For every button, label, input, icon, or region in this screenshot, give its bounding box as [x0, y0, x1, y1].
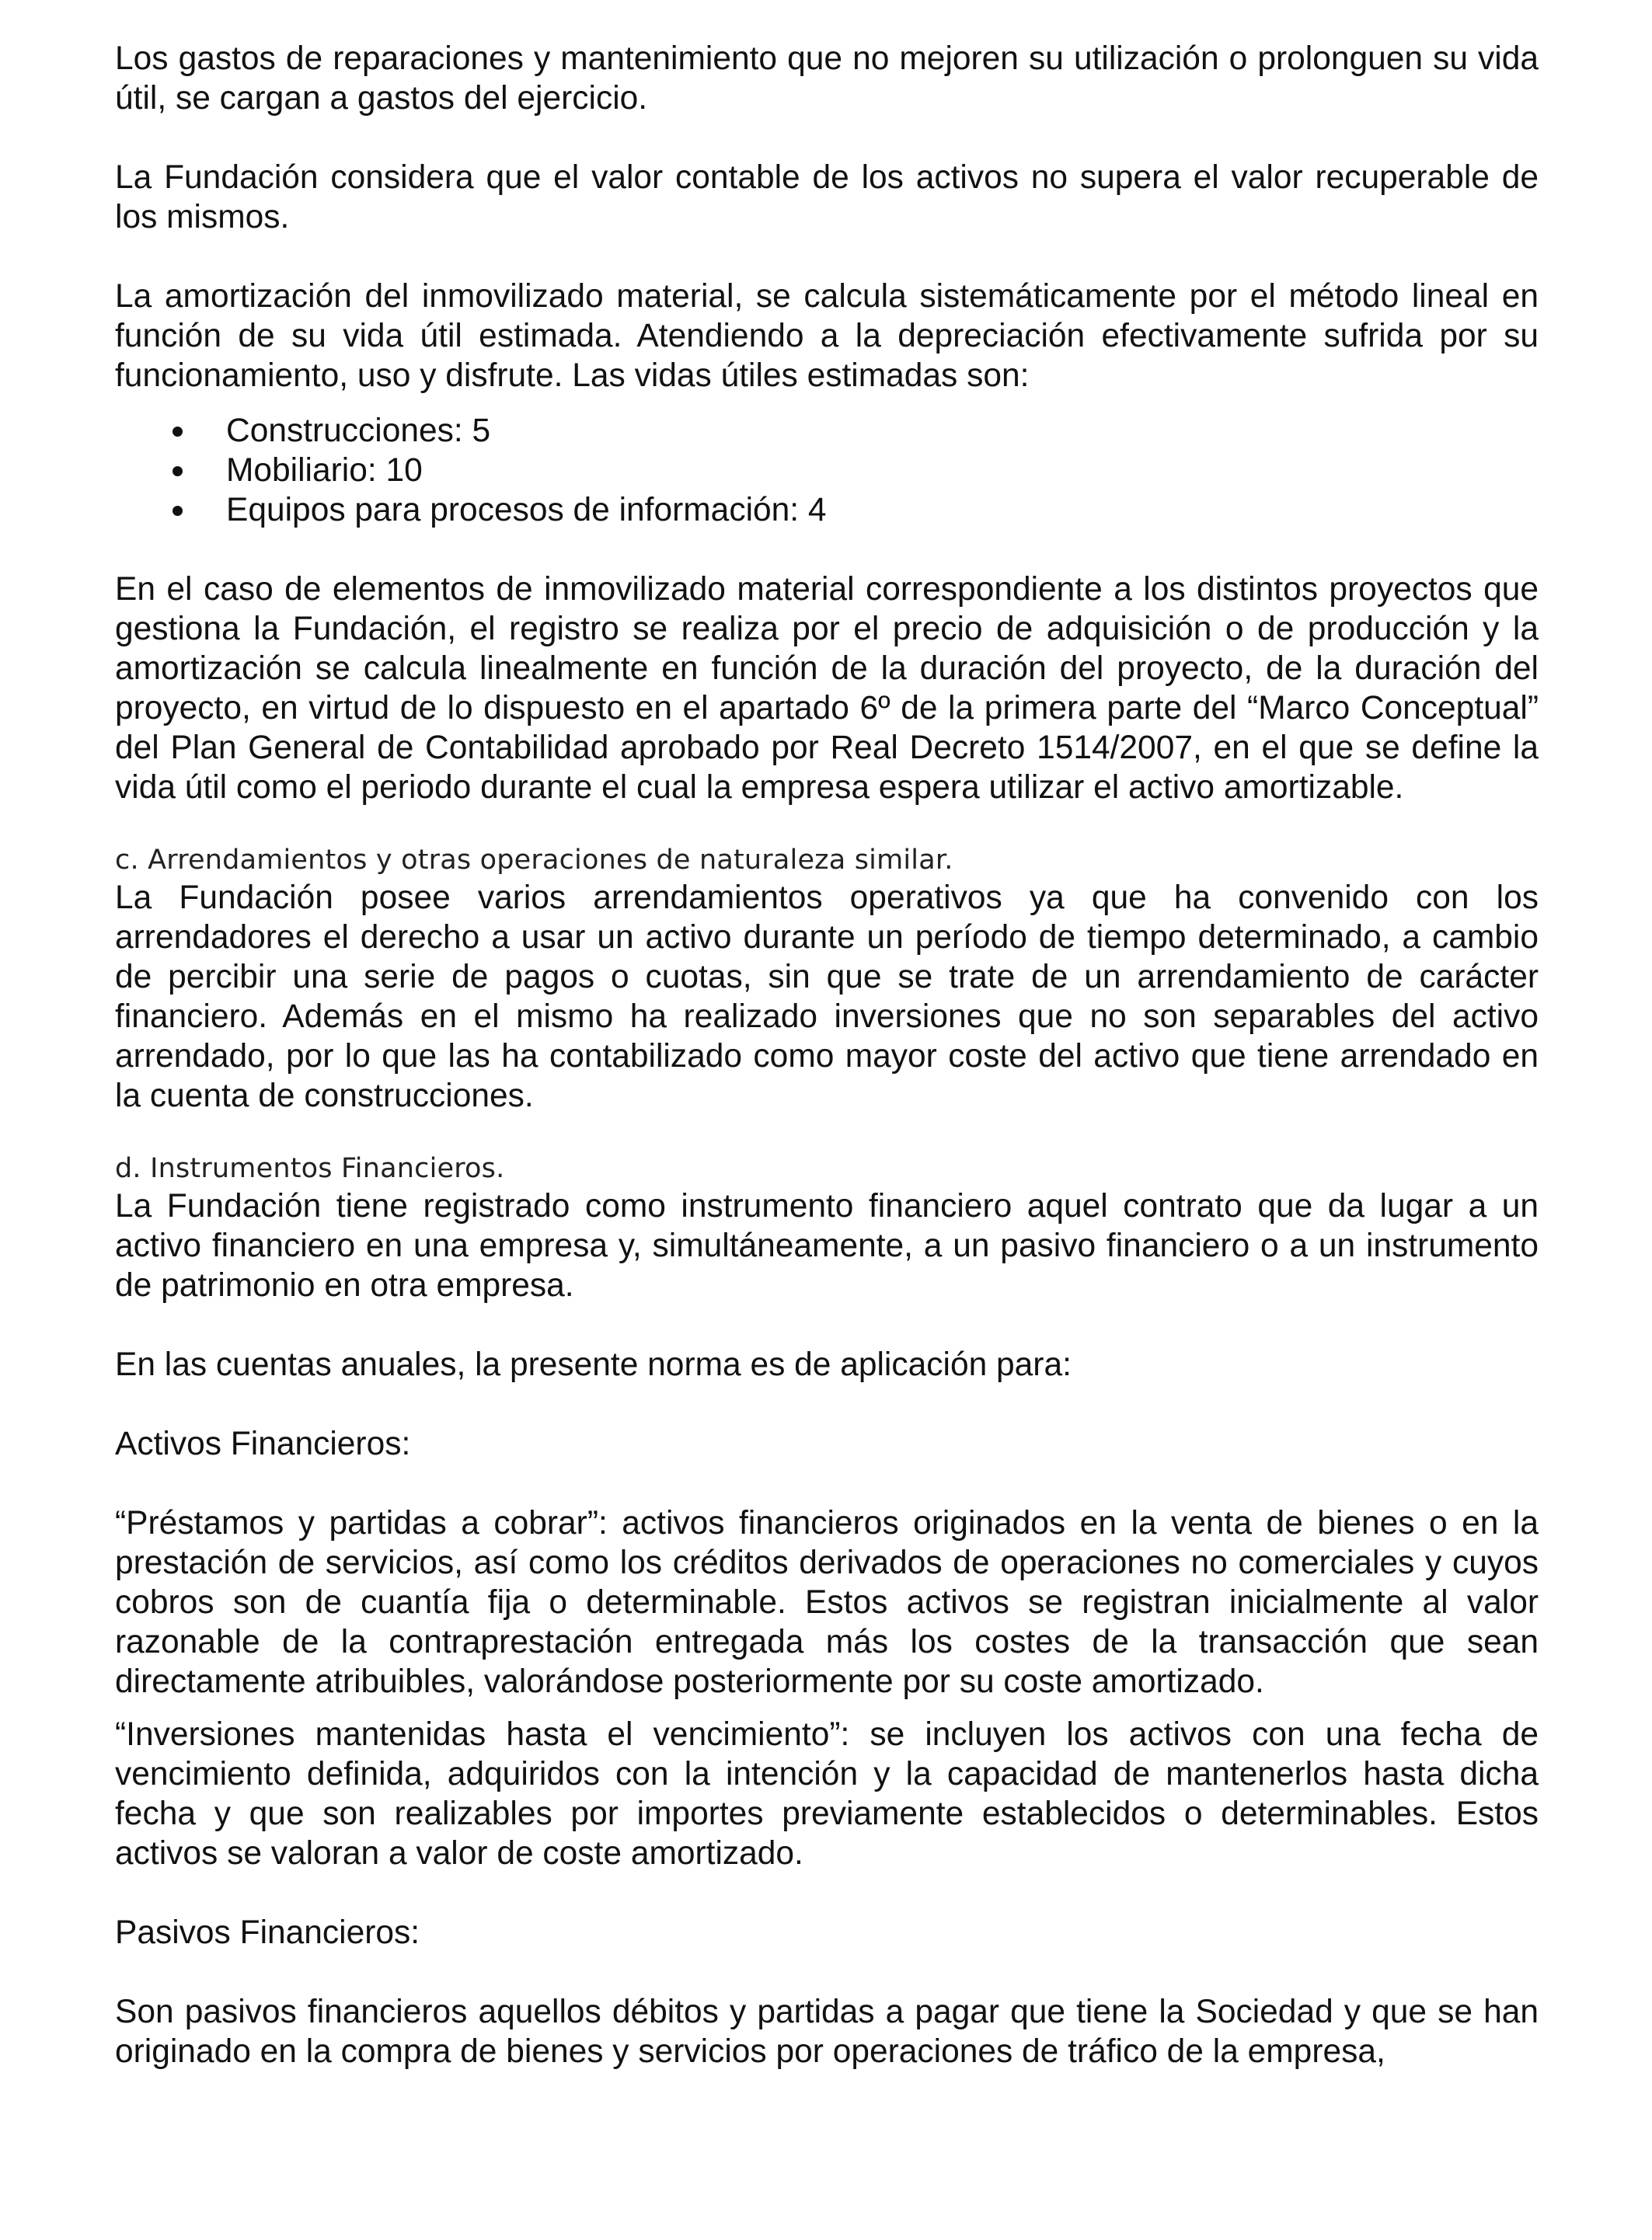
paragraph-leases: La Fundación posee varios arrendamientos operativos ya que ha convenido con los arrendadores el derecho a usar un activo durante un período de tiempo determinado, a cambio de percibir una serie de pagos o cuotas, sin que se trate de un arrendamiento de carácter financiero. Además en el mismo ha realizado inversiones que no son separables del activo arrendado, por lo que las ha contabilizado como mayor coste del activo que tiene arrendado en la cuenta de construcciones. [115, 880, 1539, 1114]
list-item: Construcciones: 5 [115, 411, 1539, 451]
paragraph-projects: En el caso de elementos de inmovilizado material correspondiente a los distintos proyectos que gestiona la Fundación, el registro se realiza por el precio de adquisición o de producción y la amortización se calcula linealmente en función de la duración del proyecto, de la duración del proyecto, en virtud de lo dispuesto en el apartado 6º de la primera parte del “Marco Conceptual” del Plan General de Contabilidad aprobado por Real Decreto 1514/2007, en el que se define la vida útil como el periodo durante el cual la empresa espera utilizar el activo amortizable. [115, 571, 1539, 806]
bullet-icon [173, 427, 183, 437]
list-item: Equipos para procesos de información: 4 [115, 490, 1539, 530]
paragraph-scope: En las cuentas anuales, la presente norma es de aplicación para: [115, 1346, 1072, 1383]
paragraph-repairs: Los gastos de reparaciones y mantenimiento que no mejoren su utilización o prolonguen su vida útil, se cargan a gastos del ejercicio. [115, 40, 1539, 117]
section-heading-d: d. Instrumentos Financieros. [115, 1153, 505, 1184]
document-page [115, 39, 1539, 2071]
paragraph-liabilities: Son pasivos financieros aquellos débitos y partidas a pagar que tiene la Sociedad y que se han originado en la compra de bienes y servicios por operaciones de tráfico de la empresa, [115, 1994, 1539, 2070]
list-item: Mobiliario: 10 [115, 451, 1539, 490]
paragraph-recoverable-value: La Fundación considera que el valor contable de los activos no supera el valor recuperable de los mismos. [115, 159, 1539, 235]
section-heading-c: c. Arrendamientos y otras operaciones de naturaleza similar. [115, 845, 953, 876]
paragraph-loans-receivables: “Préstamos y partidas a cobrar”: activos financieros originados en la venta de bienes o en la prestación de servicios, así como los créditos derivados de operaciones no comerciales y cuyos cobros son de cuantía fija o determinable. Estos activos se registran inicialmente al valor razonable de la contraprestación entregada más los costes de la transacción que sean directamente atribuibles, valorándose posteriormente por su coste amortizado. [115, 1505, 1539, 1700]
heading-financial-assets: Activos Financieros: [115, 1426, 411, 1462]
bullet-icon [173, 466, 183, 476]
paragraph-held-to-maturity: “Inversiones mantenidas hasta el vencimiento”: se incluyen los activos con una fecha de vencimiento definida, adquiridos con la intención y la capacidad de mantenerlos hasta dicha fecha y que son realizables por importes previamente establecidos o determinables. Estos activos se valoran a valor de coste amortizado. [115, 1716, 1539, 1872]
useful-life-list [115, 411, 1539, 530]
bullet-icon [173, 506, 183, 516]
heading-financial-liabilities: Pasivos Financieros: [115, 1914, 420, 1951]
paragraph-financial-instruments: La Fundación tiene registrado como instrumento financiero aquel contrato que da lugar a un activo financiero en una empresa y, simultáneamente, a un pasivo financiero o a un instrumento de patrimonio en otra empresa. [115, 1188, 1539, 1304]
paragraph-amortization: La amortización del inmovilizado material, se calcula sistemáticamente por el método lineal en función de su vida útil estimada. Atendiendo a la depreciación efectivamente sufrida por su funcionamiento, uso y disfrute. Las vidas útiles estimadas son: [115, 278, 1539, 394]
